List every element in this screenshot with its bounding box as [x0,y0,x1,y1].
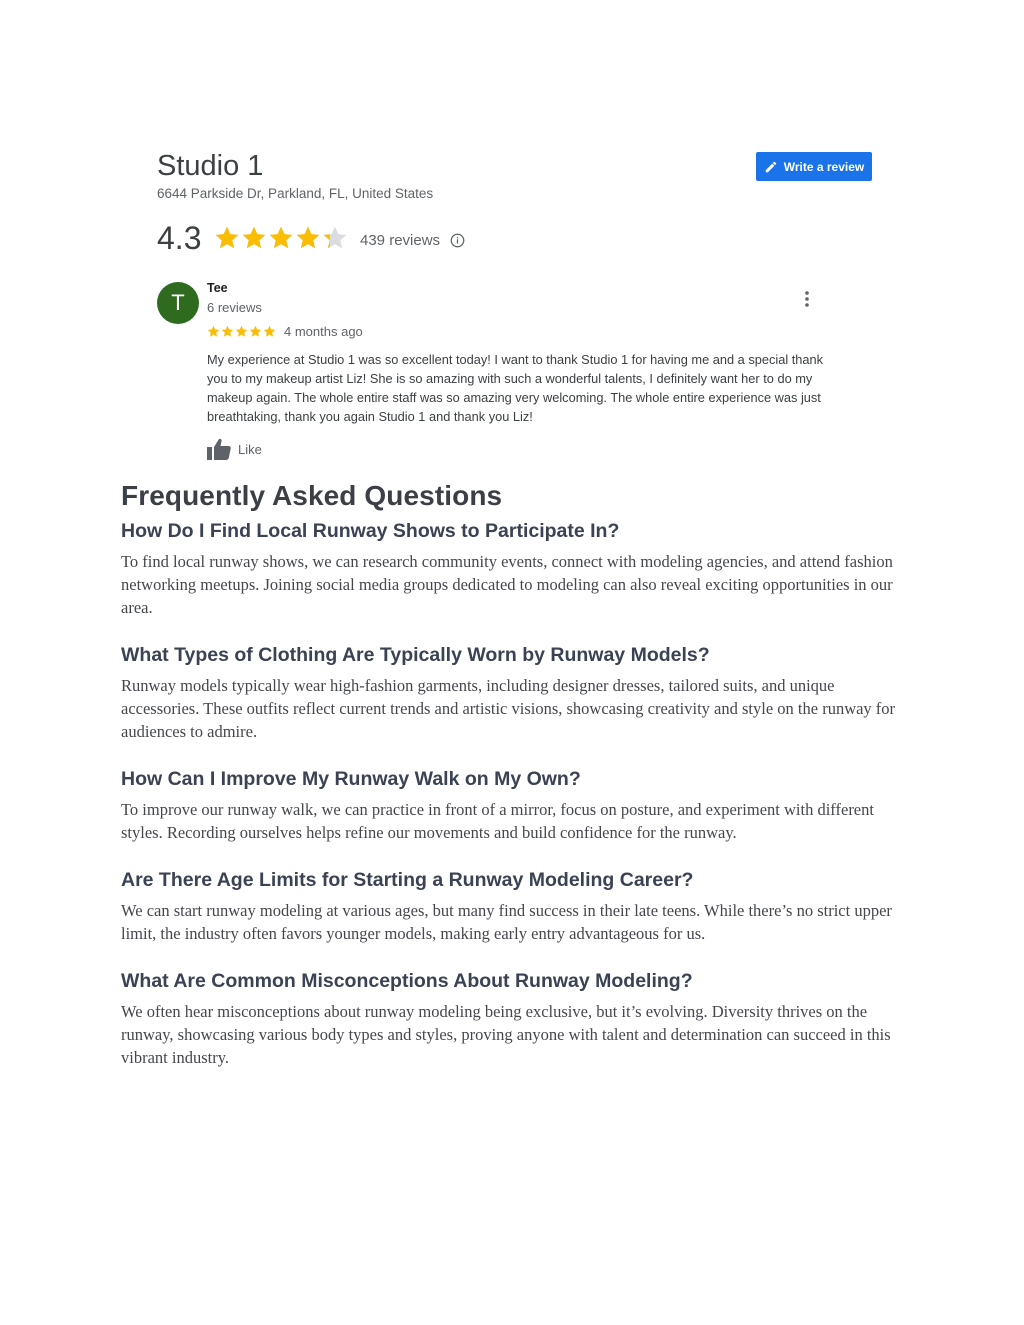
more-vert-icon[interactable] [803,290,811,308]
review-count[interactable]: 439 reviews [360,231,441,249]
faq-answer: To improve our runway walk, we can practice in front of a mirror, focus on posture, and experiment with different styles. Recording ourselves helps refine our movements and build confidence for the runway. [121,800,874,842]
rating-summary [157,220,465,256]
rating-stars [214,225,348,251]
faq-section [121,480,911,1094]
faq-question: Are There Age Limits for Starting a Runway Modeling Career? [121,869,694,891]
faq-title: Frequently Asked Questions [121,480,503,511]
faq-question: What Types of Clothing Are Typically Worn by Runway Models? [121,644,710,666]
pencil-icon [764,160,778,174]
faq-item [121,644,911,743]
star-icon [263,325,276,338]
write-review-label: Write a review [783,159,865,174]
info-icon[interactable] [450,229,465,248]
write-review-button[interactable] [756,152,872,181]
star-icon [295,225,321,251]
review-rating-row [207,324,363,339]
star-icon [322,225,348,251]
reviewer-name[interactable]: Tee [207,281,228,295]
star-icon [221,325,234,338]
faq-answer: We often hear misconceptions about runway modeling being exclusive, but it’s evolving. Diversity thrives on the runway, showcasing various body types and styles, proving anyone with talent and determination can succeed in this vibrant industry. [121,1002,891,1067]
avatar[interactable]: T [157,282,199,324]
faq-answer: We can start runway modeling at various ages, but many find success in their late teens. While there’s no strict upper limit, the industry often favors younger models, making early entry advantageous for us. [121,901,892,943]
review-widget [157,140,877,470]
star-icon [235,325,248,338]
review-stars [207,325,276,338]
place-name: Studio 1 [157,150,264,182]
reviewer-review-count: 6 reviews [207,300,262,315]
place-address: 6644 Parkside Dr, Parkland, FL, United States [157,186,434,201]
review-time: 4 months ago [284,324,363,339]
star-icon [241,225,267,251]
star-icon [249,325,262,338]
faq-question: How Can I Improve My Runway Walk on My Own? [121,768,581,790]
rating-value: 4.3 [157,219,202,256]
faq-item [121,520,911,619]
faq-item [121,869,911,945]
star-icon [207,325,220,338]
faq-answer: Runway models typically wear high-fashion garments, including designer dresses, tailored suits, and unique accessories. These outfits reflect current trends and artistic visions, showcasing creativity and style on the runway for audiences to admire. [121,676,896,741]
faq-question: What Are Common Misconceptions About Runway Modeling? [121,970,693,992]
like-button[interactable] [207,438,262,460]
like-label: Like [238,441,262,457]
star-icon [268,225,294,251]
star-icon [214,225,240,251]
review-text: My experience at Studio 1 was so excellent today! I want to thank Studio 1 for having me and a special thank you to my makeup artist Liz! She is so amazing with such a wonderful talents, I definitely want her to do my makeup again. The whole entire staff was so amazing very welcoming. The whole entire experience was just breathtaking, thank you again Studio 1 and thank you Liz! [207,352,824,424]
faq-answer: To find local runway shows, we can research community events, connect with modeling agencies, and attend fashion networking meetups. Joining social media groups dedicated to modeling can also reveal exciting opportunities in our area. [121,552,893,617]
faq-item [121,970,911,1069]
faq-question: How Do I Find Local Runway Shows to Participate In? [121,520,620,542]
faq-item [121,768,911,844]
thumbs-up-icon [207,438,231,460]
